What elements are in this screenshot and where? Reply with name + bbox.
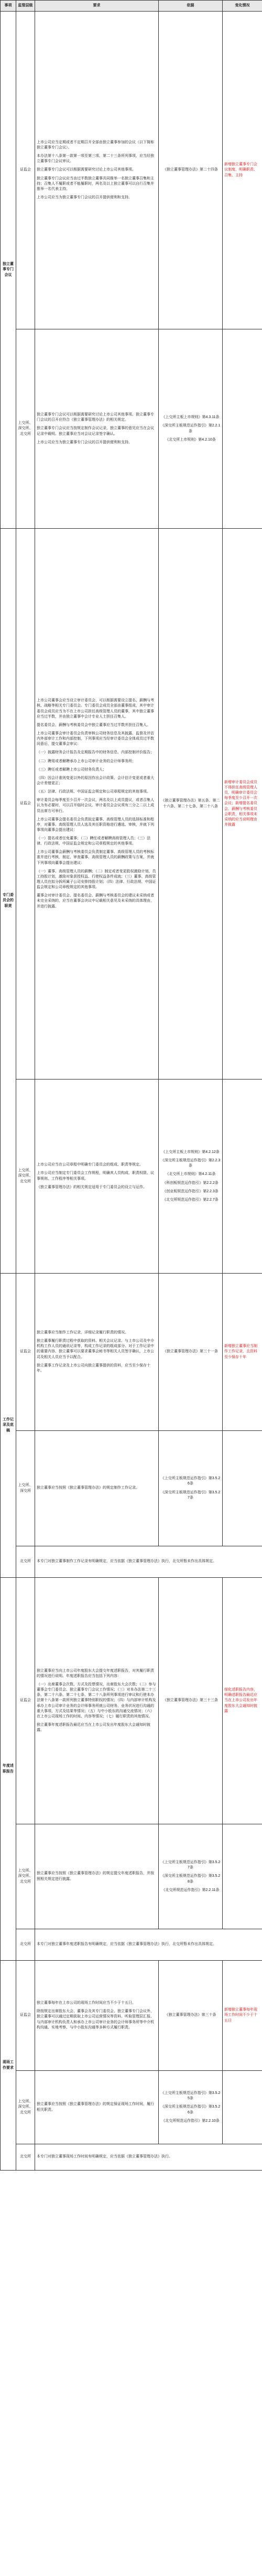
table-row [1, 2144, 262, 2171]
table-row [1, 329, 262, 529]
header-basis: 依据 [159, 1, 223, 12]
exchange-type: 上交所、深交所、北交所 [16, 1079, 35, 1274]
header-note: 变化情况 [223, 1, 262, 12]
table-row [1, 2071, 262, 2144]
change-note: 新增独立董事应当制作工作记录，且资料至少保存十年 [223, 1274, 262, 1431]
change-note [223, 2071, 262, 2144]
exchange-content: 上市公司应当在公司章程中明确专门委员会的组成、职责等规定。 上市公司应当制定专门委员会工作规程，明确其人员构成、职责权限、议事规则、工作程序等相关事项。 《独立董事管理办法》的相关规定适用于专门委员会的设立与运作。 [35, 1079, 159, 1274]
exchange-basis: 《上交所主板上市规则》第4.3.11条 《深交所主板规范运作指引》第2.2.1条 《北交所上市规则》第4.2.10条 [159, 329, 223, 529]
table-row [1, 1274, 262, 1431]
table-row [1, 1079, 262, 1274]
change-note [223, 1079, 262, 1274]
section-label: 工作记录及底稿 [1, 1274, 16, 1578]
table-row [1, 529, 262, 1079]
other-content: 本专门对独立董事制作工作记录有明确规定，应当依据《独立董事管理办法》执行，北交所暂未作出具体规定。 [35, 1546, 262, 1578]
table-row [1, 12, 262, 329]
regulation-basis: 《独立董事管理办法》第三十条 [159, 1961, 223, 2071]
regulation-content: 上市公司董事会应当设立审计委员会，可以根据需要设立提名、薪酬与考核、战略等相关专门委员会。专门委员会成员全部由董事组成，其中审计委员会成员应当为不在上市公司担任高级管理人员的董事，其中独立董事应当过半数，并由独立董事中会计专业人士担任召集人。 提名委员会、薪酬与考核委员会中独立董事应当过半数并担任召集人。 上市公司董事会审计委员会负责审核公司财务信息及其披露、监督及评估内外部审计工作和内部控制，下列事项应当经审计委员会全体成员过半数同意后，提交董事会审议： （一）披露财务会计报告及定期报告中的财务信息、内部控制评价报告； （二）聘用或者解聘承办上市公司审计业务的会计师事务所； （三）聘任或者解聘上市公司财务负责人； （四）因会计准则变更以外的原因作出会计政策、会计估计变更或者重大会计差错更正； （五）法律、行政法规、中国证监会规定和公司章程规定的其他事项。 审计委员会每季度至少召开一次会议，两名及以上成员提议，或者召集人认为有必要时，可以召开临时会议。审计委员会会议须有三分之二以上成员出席方可举行。 上市公司董事会提名委员会负责拟定董事、高级管理人员的选择标准和程序，对董事、高级管理人员人选及其任职资格进行遴选、审核，并就下列事项向董事会提出建议： （一）提名或者任免董事；（二）聘任或者解聘高级管理人员；（三）法律、行政法规、中国证监会规定和公司章程规定的其他事项。 上市公司董事会薪酬与考核委员会负责制定董事、高级管理人员的考核标准并进行考核，制定、审查董事、高级管理人员的薪酬政策与方案，并就下列事项向董事会提出建议： （一）董事、高级管理人员的薪酬；（二）制定或者变更股权激励计划、员工持股计划，激励对象获授权益、行使权益条件成就；（三）董事、高级管理人员在拟分拆所属子公司安排持股计划；（四）法律、行政法规、中国证监会规定和公司章程规定的其他事项。 董事会对审计委员会、提名委员会、薪酬与考核委员会的建议未采纳或者未完全采纳的，应当在董事会决议中记载相关意见及未采纳的具体理由，并进行披露。 [35, 529, 159, 1079]
other-type: 北交所 [16, 2144, 35, 2171]
other-content: 本专门对独立董事年度述职报告有明确规定，应当依据《独立董事管理办法》执行，北交所暂未作出具体规定。 [35, 1929, 262, 1961]
regulation-content: 上市公司应当定期或者不定期召开全部由独立董事参加的会议（以下简称独立董事专门会议）。 本办法第十八条第一款第一项至第三项、第二十三条所列事项，应当经独立董事专门会议审议。 独立董事专门会议可以根据需要研究讨论上市公司其他事项。 独立董事专门会议应当由过半数独立董事共同推举一名独立董事召集和主持；召集人不履职或者不能履职时，两名及以上独立董事可以自行召集并推举一名代表主持。 上市公司应当为独立董事专门会议的召开提供便利和支持。 [35, 12, 159, 329]
table-row [1, 1929, 262, 1961]
header-type: 监管层级 [16, 1, 35, 12]
exchange-type: 上交所、深交所、北交所 [16, 329, 35, 529]
exchange-basis: 《上交所主板规范运作指引》第3.5.27条 《深交所主板规范运作指引》第3.5.28条 《北交所规范运作指引》第2.2.11条 [159, 1824, 223, 1929]
exchange-basis: 《上交所主板规范运作指引》第3.5.26条 《深交所主板规范运作指引》第3.5.27条 [159, 1431, 223, 1546]
regulation-type: 证监会 [16, 1274, 35, 1431]
change-note: 新增审计委员会成员不得担任高级管理人员，明确审计委员会每季度至少召开一次会议；新增提名委员会、薪酬与考核委员会职责，相关事项未采纳的应当说明理由并披露 [223, 529, 262, 1079]
header-content: 要求 [35, 1, 159, 12]
regulation-basis: 《独立董事管理办法》第三十三条 [159, 1578, 223, 1824]
table-header-row [1, 1, 262, 12]
exchange-content: 独立董事应当按照《独立董事管理办法》的规定保证现场工作时间，履行相关职责。 [35, 2071, 159, 2144]
exchange-content: 独立董事专门会议可以根据需要研究讨论上市公司其他事项。独立董事专门会议的召开应符合《独立董事管理办法》的相关规定。 独立董事专门会议应当按规定制作会议记录，独立董事的意见应当在会议记录中载明。独立董事应当对会议记录签字确认。 上市公司应当为独立董事专门会议的召开提供便利和支持。 [35, 329, 159, 529]
regulation-type: 证监会 [16, 1578, 35, 1824]
other-content: 本专门对独立董事现场工作时间有明确规定，应当依据《独立董事管理办法》执行。 [35, 2144, 262, 2171]
exchange-type: 上交所、深交所、北交所 [16, 2071, 35, 2144]
change-note [223, 1431, 262, 1546]
header-item: 事项 [1, 1, 16, 12]
regulation-type: 证监会 [16, 1961, 35, 2071]
table-row [1, 1431, 262, 1546]
change-note [223, 1824, 262, 1929]
table-row [1, 1546, 262, 1578]
regulation-basis: 《独立董事管理办法》第五条、第二十六条、第二十七条、第二十八条 [159, 529, 223, 1079]
regulation-type: 证监会 [16, 529, 35, 1079]
regulation-content: 独立董事应当制作工作记录，详细记录履行职责的情况。 独立董事履行职责过程中获取的资料、相关会议记录、与上市公司及中介机构工作人员的通讯记录等，构成工作记录的组成部分。对于工作记录中的重要内容，独立董事可以要求董事会秘书等相关人员签字确认，上市公司及相关人员应当予以配合。 独立董事工作记录及上市公司向独立董事提供的资料，应当至少保存十年。 [35, 1274, 159, 1431]
table-row [1, 1961, 262, 2071]
exchange-content: 独立董事应当按照《独立董事管理办法》的规定制作工作记录。 [35, 1431, 159, 1546]
exchange-content: 独立董事应当按照《独立董事管理办法》的规定提交年度述职报告，并按照相关规定进行披露。 [35, 1824, 159, 1929]
regulation-type: 证监会 [16, 12, 35, 329]
section-label: 现场工作要求 [1, 1961, 16, 2171]
other-type: 北交所 [16, 1929, 35, 1961]
change-note: 细化述职报告内容，明确述职报告最迟应当在上市公司发出年度股东大会通知时披露 [223, 1578, 262, 1824]
exchange-basis: 《上交所主板规范运作指引》第3.5.25条 《深交所主板规范运作指引》第3.5.26条 《北交所规范运作指引》第2.2.10条 [159, 2071, 223, 2144]
regulation-basis: 《独立董事管理办法》第三十一条 [159, 1274, 223, 1431]
exchange-basis: 《上交所主板上市规则》第4.2.12条 《深交所主板规范运作指引》第2.2.3条 《北交所上市规则》第4.2.11条 《科创板规范运作指引》第2.2.2条 《创业板规范运作指引》第2.2.3条 《北交所规范运作指引》第2.2.7条 [159, 1079, 223, 1274]
regulation-basis: 《独立董事管理办法》第二十四条 [159, 12, 223, 329]
section-label: 独立董事专门会议 [1, 12, 16, 529]
table-row [1, 1824, 262, 1929]
regulation-content: 独立董事每年在上市公司的现场工作时间应当不少于十五日。 除按规定出席股东大会、董事会及其专门委员会、独立董事专门会议外，独立董事可以通过定期获取上市公司运营情况等资料、听取管理层汇报、与内部审计机构负责人和承办上市公司审计业务的会计师事务所等中介机构沟通、实地考察、与中小股东沟通等多种方式履行职责。 [35, 1961, 159, 2071]
exchange-type: 上交所、深交所、北交所 [16, 1824, 35, 1929]
exchange-type: 上交所、深交所 [16, 1431, 35, 1546]
table-row [1, 1578, 262, 1824]
change-note: 新增独立董事每年现场工作时间不少于十五日 [223, 1961, 262, 2071]
regulation-content: 独立董事应当向上市公司年度股东大会提交年度述职报告，对其履行职责的情况进行说明。年度述职报告应当包括下列内容： （一）出席董事会次数、方式及投票情况，出席股东大会次数；（二）参与董事会专门委员会、独立董事专门会议工作情况；（三）对本办法第二十三条、第二十六条、第二十七条、第二十八条所列事项进行审议和行使本办法第十八条第一款所列独立董事特别职权的情况；（四）与内部审计机构及承办上市公司审计业务的会计师事务所就公司财务、业务状况进行沟通的重大事项、方式及结果等情况；（五）与中小股东的沟通交流情况；（六）在上市公司现场工作的时间、内容等情况；（七）履行职责的其他情况。 独立董事年度述职报告最迟应当在上市公司发出年度股东大会通知时披露。 [35, 1578, 159, 1824]
change-note [223, 329, 262, 529]
change-note: 新增独立董事专门会议制度，明确职责、召集、主持 [223, 12, 262, 329]
other-type: 北交所 [16, 1546, 35, 1578]
section-label: 年度述职报告 [1, 1578, 16, 1961]
section-label: 专门委员会的职责 [1, 529, 16, 1274]
